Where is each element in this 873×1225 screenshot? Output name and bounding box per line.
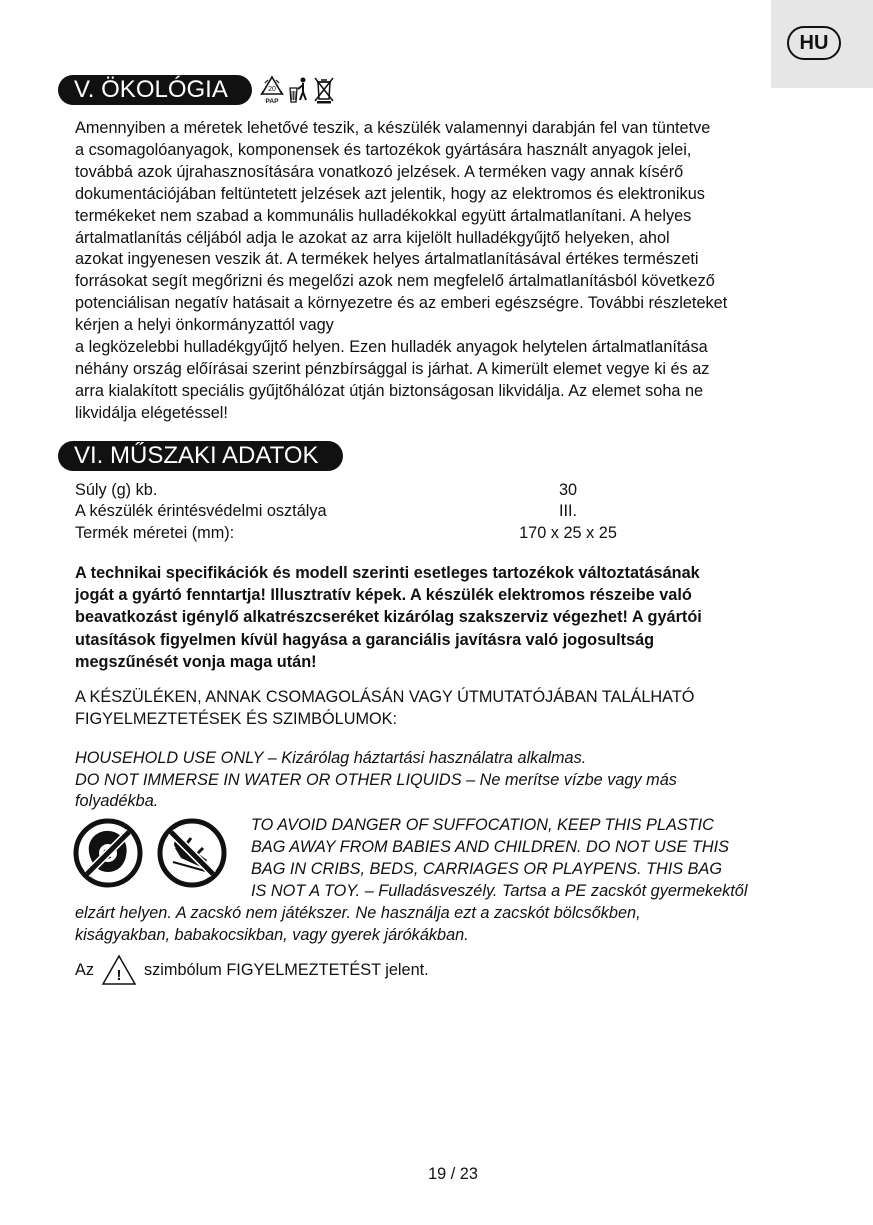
spec-label: A készülék érintésvédelmi osztálya <box>75 502 327 521</box>
warning-triangle-icon <box>101 954 137 986</box>
suffocation-warning-continued: elzárt helyen. A zacskó nem játékszer. Ne használja ezt a zacskót bölcsőkben, kiságyakban, babakocsikban, vagy gyerek járókákban. <box>75 904 641 944</box>
recycle-number: 20 <box>268 86 276 93</box>
recycle-icon <box>259 74 285 104</box>
symbol-note-suffix: szimbólum FIGYELMEZTETÉST jelent. <box>144 961 429 979</box>
no-bag-in-crib-icon <box>157 818 227 888</box>
warning-symbol-note <box>75 954 429 986</box>
spec-value: 30 <box>558 481 578 499</box>
section-heading-technical-data: VI. MŰSZAKI ADATOK <box>58 441 343 471</box>
spec-table <box>75 480 635 544</box>
household-warning: HOUSEHOLD USE ONLY – Kizárólag háztartási használatra alkalmas. DO NOT IMMERSE IN WATER OR OTHER LIQUIDS – Ne merítse vízbe vagy más folyadékba. <box>75 749 677 811</box>
tidyman-icon <box>288 76 310 104</box>
section-heading-ecology: V. ÖKOLÓGIA <box>58 75 252 105</box>
page-number: 19 / 23 <box>428 1165 478 1183</box>
spec-row <box>75 480 635 501</box>
svg-text:!: ! <box>116 967 122 984</box>
no-bag-over-head-icon <box>73 818 143 888</box>
spec-value: 170 x 25 x 25 <box>519 523 617 542</box>
recycle-label: PAP <box>265 98 279 104</box>
suffocation-icons <box>73 818 227 888</box>
suffocation-warning-right: TO AVOID DANGER OF SUFFOCATION, KEEP THIS PLASTIC BAG AWAY FROM BABIES AND CHILDREN. DO NOT USE THIS BAG IN CRIBS, BEDS, CARRIAGES OR PLAYPENS. THIS BAG IS NOT A TOY. – Fulladásveszély. Tartsa a PE zacskót gyermekektől <box>251 816 748 900</box>
ecology-icons <box>259 74 335 104</box>
spec-row <box>75 501 635 522</box>
manufacturer-notice: A technikai specifikációk és modell szerinti esetleges tartozékok változtatásának jogát a gyártó fenntartja! Illusztratív képek. A készülék elektromos részeibe való beavatkozást igénylő alkatrészcseréket kizárólag szakszerviz végezhet! A gyártói utasítások figyelmen kívül hagyása a garanciális javításra való jogosultság megszűnését vonja maga után! <box>75 564 702 671</box>
symbol-note-prefix: Az <box>75 961 95 979</box>
spec-label: Termék méretei (mm): <box>75 523 235 542</box>
spec-row <box>75 523 635 544</box>
language-badge: HU <box>787 26 841 60</box>
spec-label: Súly (g) kb. <box>75 481 158 499</box>
language-tab <box>771 0 873 88</box>
ecology-paragraph: Amennyiben a méretek lehetővé teszik, a készülék valamennyi darabján fel van tüntetve a csomagolóanyagok, komponensek és tartozékok gyártására használt anyagok jelei, továbbá azok újrahasznosítására vonatkozó jelzések. A terméken vagy annak kísérő dokumentációjában feltüntetett jelzések azt jelentik, hogy az elektromos és elektronikus termékeket nem szabad a kommunális hulladékokkal együtt ártalmatlanítani. A helyes ártalmatlanítás céljából adja le azokat az arra kijelölt hulladékgyűjtő helyeken, ahol azokat ingyenesen veszik át. A termékek helyes ártalmatlanításával értékes természeti forrásokat segít megőrizni és megelőzi azok nem megfelelő ártalmatlanításból következő potenciálisan negatív hatásait a környezetre és az emberi egészségre. További részleteket kérjen a helyi önkormányzattól vagy a legközelebbi hulladékgyűjtő helyen. Ezen hulladék anyagok helytelen ártalmatlanítása néhány ország előírásai szerint pénzbírsággal is járhat. A kimerült elemet vegye ki és az arra kialakított speciális gyűjtőhálózat útján biztonságosan likvidálja. Az elemet soha ne likvidálja elégetéssel! <box>75 119 728 422</box>
warnings-heading: A KÉSZÜLÉKEN, ANNAK CSOMAGOLÁSÁN VAGY ÚTMUTATÓJÁBAN TALÁLHATÓ FIGYELMEZTETÉSEK ÉS SZIMBÓLUMOK: <box>75 688 695 728</box>
crossed-bin-icon <box>313 76 335 104</box>
spec-value: III. <box>558 502 578 521</box>
